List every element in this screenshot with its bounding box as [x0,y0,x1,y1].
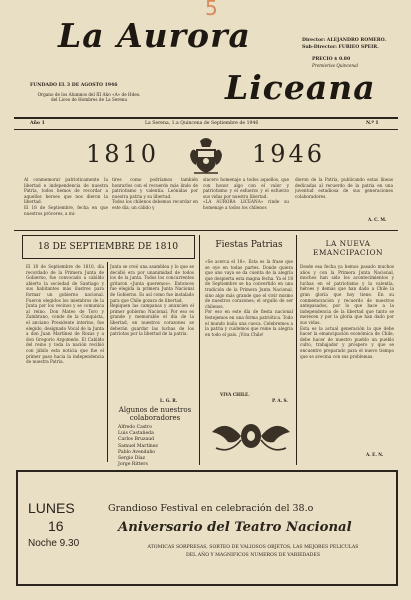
subdirector-line: Sub-Director: FURIEO SPEIR. [302,45,379,50]
masthead-title-line1: La Aurora [58,16,251,55]
section-mid-closing: VIVA CHILE. [220,392,250,397]
collaborator-name: Pablo Avendaño [118,449,156,455]
section-right-signature: A. E. N. [366,452,384,457]
collaborator-name: Carlos Bruzaud [118,437,155,443]
collaborator-name: Alfredo Castro [118,425,152,430]
top-column-4: dieron de la Patria, publicando estas líneas dedicadas al recuerdo de la patria en una juventud estudiosa de sus generaciones colaboradores. [295,177,393,199]
ornament-illustration [208,414,294,458]
top-column-2: tires como podríamos también honrarlos con el recuerdo más lindo de patriotismo y valentía. Leónidas por nuestra patria y su libertad. Todos los chilenos debemos recordar en este día, un cálido y [112,177,198,210]
top-column-1: Al conmemorar patrioticamente la libertad e independencia de nuestra Patria, todos hemos de recordar a aquellos heroes que nos dieron la libertad. El 18 de Septiembre, fecha en que nuestros próceres, a mi- [24,177,108,216]
advert-line2: Aniversario del Teatro Nacional [118,520,352,535]
section-left-signature: L. G. R. [160,398,178,403]
rule-under-dateline [14,129,398,130]
dateline-place-date: La Serena, 1.a Quincena de Septiembre de 1946 [145,121,259,126]
section-left-title: 18 DE SEPTIEMBRE DE 1810 [37,241,179,252]
section-mid-body: «Se acerca el 18». Esta es la frase que se oye en todas partes. Donde quiera que uno vaya se da cuenta de la alegría que despierta esta magna fecha. Ya el 18 de Septiembre se ha convertido en una tradición de la Primera Junta Nacional, sino algo más grande que el vivir mismo de nuestros corazones; el orgullo de ser chilenos. Por eso en este día de fiesta nacional festejemos en una forma patriótica. Todo el mundo baila una cueca. Celebremos a la patria y cuidemos que reine la alegría en todo el país. ¡Viva Chile! [205,259,293,337]
column-divider-3 [296,235,297,465]
collaborator-name: Jorge Ritters [118,462,148,468]
column-divider-1 [107,262,108,462]
dateline-number: N.º 1 [366,121,379,126]
top-signature: A. C. M. [368,217,387,222]
coat-of-arms-illustration [186,135,226,177]
advert-day: LUNES [28,500,75,516]
organ-note: Organo de los Alumnos del III Año «A» de Hdes. del Liceo de Hombres de La Serena [37,92,141,102]
section-mid-title: Fiestas Patrias [215,240,283,250]
director-line: Director: ALEJANDRO ROMERO. [302,38,386,43]
price-label: PRECIO $ 0.80 [312,57,351,62]
collaborators-list [118,425,198,468]
section-left-body-a: El 18 de Septiembre de 1810, día recordado de la Primera Junta de Gobierno, fue convocado a cabildo abierto la sociedad de Santiago y sus habitantes más ilustres para formar un gobierno nacional. Fueron elegidos los miembros de la Junta por los vecinos y se comunica al reino. Don Mateo de Toro y Zambrano, conde de la Conquista, el anciano Presidente interino, fue elegido, designado Vocal de la Junta a don Juan Martínez de Rozas y a don Gregorio Argomedo. El Cabildo del reino y toda la nación recibió con júbilo esta noticia que fue el primer paso hacia la independencia de nuestra Patria. [26,264,104,365]
advert-date: 16 [48,518,64,534]
rule-top [14,117,398,119]
collaborators-title: Algunos de nuestros colaboradores [118,406,192,422]
section-right-body: Desde esa fecha ya hemos pasado muchos años y con la Primera Junta Nacional, muchos han sido los acontecimientos y luchas en el patriotismo y la valentía, héroes y demás que han dado a Chile la gran gloria que hoy tiene. En su conmemoración y recuerdo de nuestros antepasados, por lo que hace a la independencia de la libertad que tanto se merecen y por la gloria que han dado por sus vidas. Esta es la actual generación la que debe hacer la emancipación económica de Chile, debe hacer de nuestro pueblo un pueblo culto, trabajador y próspero y que se encuentre preparado para el nuevo tiempo que se avecina con sus problemas. [300,264,394,359]
collaborator-name: Luis Castañeda [118,431,154,437]
founded-date: FUNDADO EL 3 DE AGOSTO 1946 [30,83,118,88]
top-column-3: sincero homenaje a todos aquellos, que con honor algo con el valor y patriotismo y el esfuerzo y el esfuerzo sus vidas por nuestra libertad. «LA AURORA LICEANA» rinde su homenaje a todos los chilenos [203,177,289,210]
collaborator-name: Samuel Martínez [118,443,158,449]
advert-line4: DEL AÑO Y MAGNIFICOS NUMEROS DE VARIEDADES [185,553,321,558]
rule-mid [14,230,398,231]
advert-line1: Grandioso Festival en celebración del 38.o [108,503,314,514]
section-right-title: LA NUEVA EMANCIPACION [312,239,384,257]
headline-year-right: 1946 [252,140,326,168]
section-left-body-b: Junta se creó una asamblea y lo que se decidió era por unanimidad de todos los de la junta. Todos los concurrentes gritaron «Junta queremos». Entonces fue elegida la primera Junta Nacional de Gobierno. Es así como fue instalado para que Chile gozara de libertad. Repiquen las campanas y anuncien el primer gobierno Nacional. Por eso es grande y memorable el día de la libertad, en nuestros corazones se deberán guardar las luchas de los patriotas por la libertad de la patria. [110,264,194,337]
dateline-year: Año 1 [30,121,45,126]
price-note: Premierise Quincenal [312,63,358,68]
column-divider-2 [199,235,200,465]
advert-line3: ATOMICAS SORPRESAS, SORTEO DE VALIOSOS OBJETOS, LAS MEJORES PELICULAS [147,545,359,550]
handwritten-mark: 5 [205,0,218,20]
headline-year-left: 1810 [86,140,160,168]
section-mid-signature: P. A. S. [272,398,288,403]
collaborator-name: Sergio Díaz [118,456,146,462]
advert-time: Noche 9.30 [28,538,80,549]
masthead-title-line2: Liceana [225,68,376,107]
